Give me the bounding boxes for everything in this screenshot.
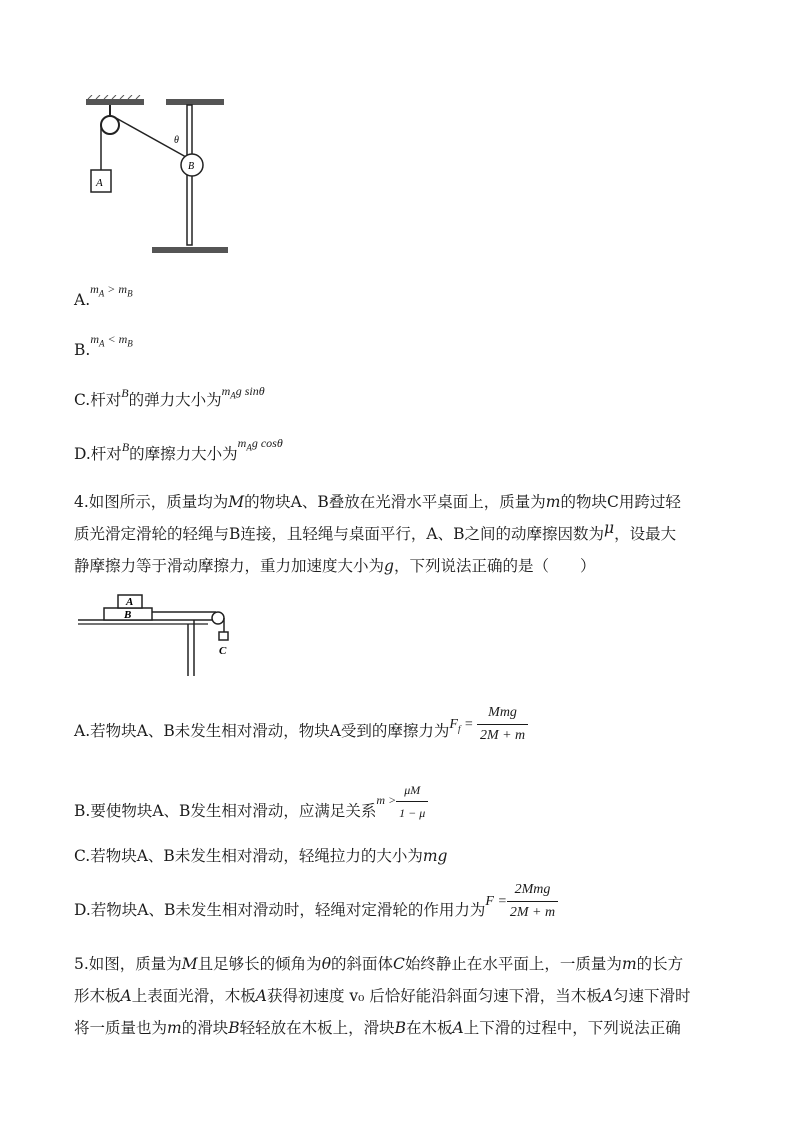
block-c (219, 632, 228, 640)
label-b: B (188, 161, 195, 172)
option-d-formula: F = $\frac{\text{2Mmg}}{2M + m}$ (485, 894, 558, 909)
floor (152, 247, 228, 253)
q4-stem-line-1: 4.如图所示，质量均为M的物块A、B叠放在光滑水平桌面上，质量为m的物块C用跨过轻 (74, 493, 681, 511)
q4-option-a: A.若物块A、B未发生相对滑动，物块A受到的摩擦力为$F_f$ = $\frac{\text{Mmg}}{2M + m}$ (74, 703, 528, 746)
label-b: B (124, 609, 132, 621)
option-letter: B. (74, 341, 91, 359)
label-a: A (126, 596, 134, 608)
q5-stem-line-3: 将一质量也为m的滑块B轻轻放在木板上，滑块B在木板A上下滑的过程中，下列说法正确 (74, 1019, 681, 1037)
option-a-formula: $F_f$ = $\frac{\text{Mmg}}{2M + m}$ (449, 717, 528, 732)
option-b-formula: m > $\frac{\mu M}{1 - \mu}$ (376, 793, 428, 807)
q3-option-c: C.杆对$^B$的弹力大小为$^{m_Ag sin\theta}$ (74, 384, 265, 409)
label-c: C (219, 645, 227, 657)
option-a-formula: mA > mB (90, 282, 133, 299)
q4-option-b: B.要使物块A、B发生相对滑动，应满足关系m > $\frac{\mu M}{1 - \mu}$ (74, 780, 428, 823)
label-theta: θ (174, 135, 179, 146)
q5-stem-line-2: 形木板A上表面光滑，木板A获得初速度 v₀ 后恰好能沿斜面匀速下滑，当木板A匀速下滑时 (74, 987, 691, 1005)
ceiling-left (86, 99, 144, 105)
pulley (212, 612, 224, 624)
q3-option-d: D.杆对$^B$的摩擦力大小为$^{m_Ag cos\theta}$ (74, 436, 283, 463)
q4-option-c: C.若物块A、B未发生相对滑动，轻绳拉力的大小为mg (74, 847, 448, 865)
q3-option-a (74, 282, 133, 307)
q4-stem-line-2: 质光滑定滑轮的轻绳与B连接，且轻绳与桌面平行，A、B之间的动摩擦因数为μ，设最大 (74, 519, 677, 543)
q4-figure (78, 590, 248, 680)
q4-stem-line-3: 静摩擦力等于滑动摩擦力，重力加速度大小为g，下列说法正确的是（ ） (74, 557, 596, 575)
label-a: A (96, 177, 103, 189)
option-c-formula: mAg sinθ (221, 384, 265, 401)
ceiling-right (166, 99, 224, 105)
option-d-formula: mAg cosθ (237, 436, 283, 453)
q3-figure (80, 95, 240, 260)
option-b-formula: mA < mB (90, 332, 133, 349)
option-letter: A. (74, 291, 91, 309)
q3-option-b (74, 332, 133, 357)
ceiling-left-hatch (88, 95, 140, 99)
q5-stem-line-1: 5.如图，质量为M且足够长的倾角为θ的斜面体C始终静止在水平面上，一质量为m的长方 (74, 955, 684, 973)
q4-option-d: D.若物块A、B未发生相对滑动时，轻绳对定滑轮的作用力为F = $\frac{\text{2Mmg}}{2M + m}$ (74, 880, 558, 923)
